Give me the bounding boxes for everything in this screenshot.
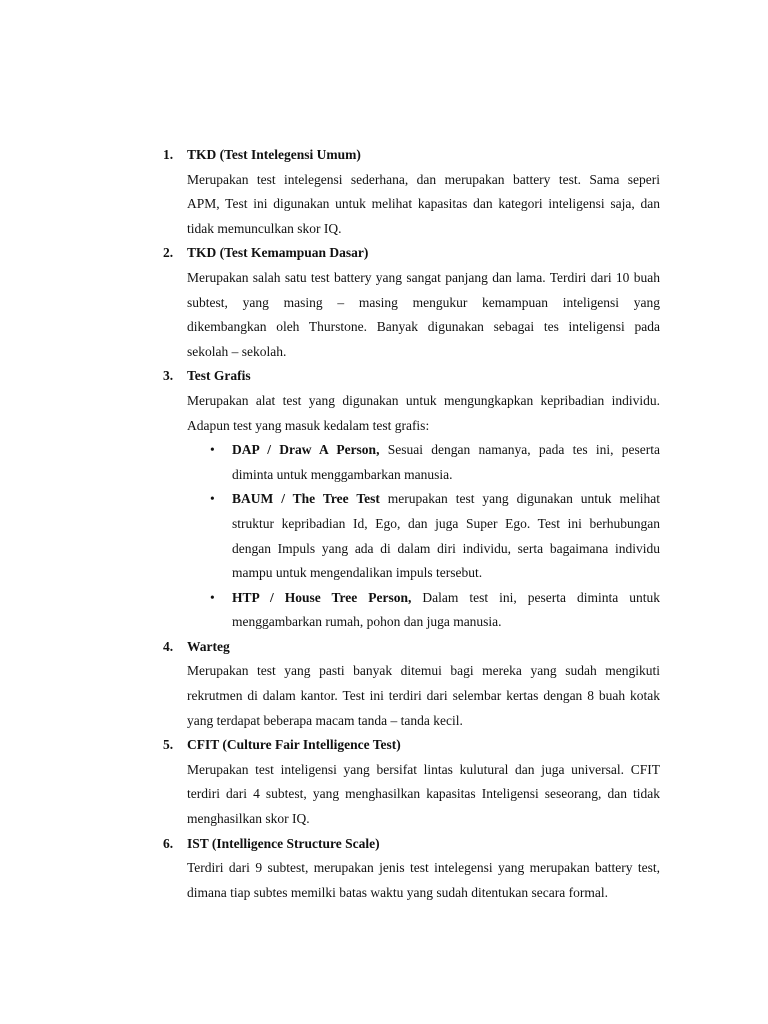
section-heading <box>0 364 768 389</box>
section-number: 4. <box>163 638 174 654</box>
bullet-term: HTP / House Tree Person, <box>232 589 412 605</box>
section-number: 6. <box>163 835 174 851</box>
document-page <box>0 143 768 905</box>
bullet-line: struktur kepribadian Id, Ego, dan juga Super Ego. Test ini berhubungan <box>232 515 660 531</box>
paragraph-line: tidak memunculkan skor IQ. <box>187 220 342 236</box>
paragraph-line: yang terdapat beberapa macam tanda – tanda kecil. <box>187 712 463 728</box>
section-1 <box>0 143 768 241</box>
paragraph-line: dimana tiap subtes memilki batas waktu yang sudah ditentukan secara formal. <box>187 884 609 900</box>
section-5 <box>0 733 768 831</box>
section-number: 5. <box>163 737 174 753</box>
bullet-text: Sesuai dengan namanya, pada tes ini, peserta <box>387 442 661 458</box>
bullet-line: diminta untuk menggambarkan manusia. <box>232 466 453 482</box>
section-number: 1. <box>163 147 174 162</box>
section-title: Warteg <box>187 638 230 654</box>
section-heading <box>0 241 768 266</box>
bullet-first-row <box>0 487 768 512</box>
section-4 <box>0 635 768 733</box>
bullet-first-row <box>0 438 768 463</box>
bullet-icon: • <box>210 491 215 507</box>
bullet-item-baum <box>0 487 768 585</box>
bullet-row <box>0 512 768 537</box>
section-title: TKD (Test Intelegensi Umum) <box>187 147 361 162</box>
bullet-line: menggambarkan rumah, pohon dan juga manusia. <box>232 614 502 630</box>
paragraph-line: menghasilkan skor IQ. <box>187 811 310 827</box>
paragraph-line: Terdiri dari 9 subtest, merupakan jenis test intelegensi yang merupakan battery test, <box>187 860 660 876</box>
section-heading <box>0 733 768 758</box>
bullet-list <box>0 438 768 635</box>
paragraph-line: terdiri dari 4 subtest, yang menghasilkan kapasitas Inteligensi seseorang, dan tidak <box>187 786 660 802</box>
paragraph-line: sekolah – sekolah. <box>187 343 287 359</box>
paragraph-line: APM, Test ini digunakan untuk melihat kapasitas dan kategori inteligensi saja, dan <box>187 196 660 212</box>
paragraph-line: Merupakan alat test yang digunakan untuk mengungkapkan kepribadian individu. <box>187 392 660 408</box>
section-3 <box>0 364 768 635</box>
paragraph-line: rekrutmen di dalam kantor. Test ini terdiri dari selembar kertas dengan 8 buah kotak <box>187 688 660 704</box>
section-6 <box>0 832 768 906</box>
bullet-term: BAUM / The Tree Test <box>232 491 380 507</box>
paragraph-line: dikembangkan oleh Thurstone. Banyak digunakan sebagai tes inteligensi pada <box>187 319 660 335</box>
bullet-term: DAP / Draw A Person, <box>232 442 380 458</box>
bullet-row <box>0 561 768 586</box>
bullet-first-row <box>0 586 768 611</box>
bullet-item-htp <box>0 586 768 635</box>
bullet-first-line <box>232 586 660 611</box>
section-title: IST (Intelligence Structure Scale) <box>187 835 380 851</box>
paragraph-line: Adapun test yang masuk kedalam test grafis: <box>187 417 430 433</box>
paragraph-line: Merupakan test yang pasti banyak ditemui bagi mereka yang sudah mengikuti <box>187 663 660 679</box>
section-heading <box>0 832 768 857</box>
bullet-first-line <box>232 487 660 512</box>
bullet-first-line <box>232 438 660 463</box>
paragraph-line: subtest, yang masing – masing mengukur kemampuan inteligensi yang <box>187 294 660 310</box>
section-number: 3. <box>163 368 174 384</box>
bullet-text: Dalam test ini, peserta diminta untuk <box>422 589 661 605</box>
paragraph-line: Merupakan test inteligensi yang bersifat lintas kulutural dan juga universal. CFIT <box>187 761 660 777</box>
bullet-icon: • <box>210 589 215 605</box>
section-2 <box>0 241 768 364</box>
bullet-line: dengan Impuls yang ada di dalam diri individu, serta bagaimana individu <box>232 540 660 556</box>
bullet-text: merupakan test yang digunakan untuk melihat <box>387 491 661 507</box>
bullet-row <box>0 537 768 562</box>
paragraph-line: Merupakan salah satu test battery yang sangat panjang dan lama. Terdiri dari 10 buah <box>187 269 660 285</box>
section-heading <box>0 143 768 168</box>
bullet-item-dap <box>0 438 768 487</box>
section-title: TKD (Test Kemampuan Dasar) <box>187 245 369 261</box>
section-number: 2. <box>163 245 174 261</box>
bullet-row <box>0 610 768 635</box>
section-title: CFIT (Culture Fair Intelligence Test) <box>187 737 401 753</box>
bullet-icon: • <box>210 442 215 458</box>
bullet-row <box>0 463 768 488</box>
section-heading <box>0 635 768 660</box>
paragraph-line: Merupakan test intelegensi sederhana, dan merupakan battery test. Sama seperi <box>187 171 660 187</box>
section-title: Test Grafis <box>187 368 251 384</box>
bullet-line: mampu untuk mengendalikan impuls tersebut. <box>232 565 483 581</box>
